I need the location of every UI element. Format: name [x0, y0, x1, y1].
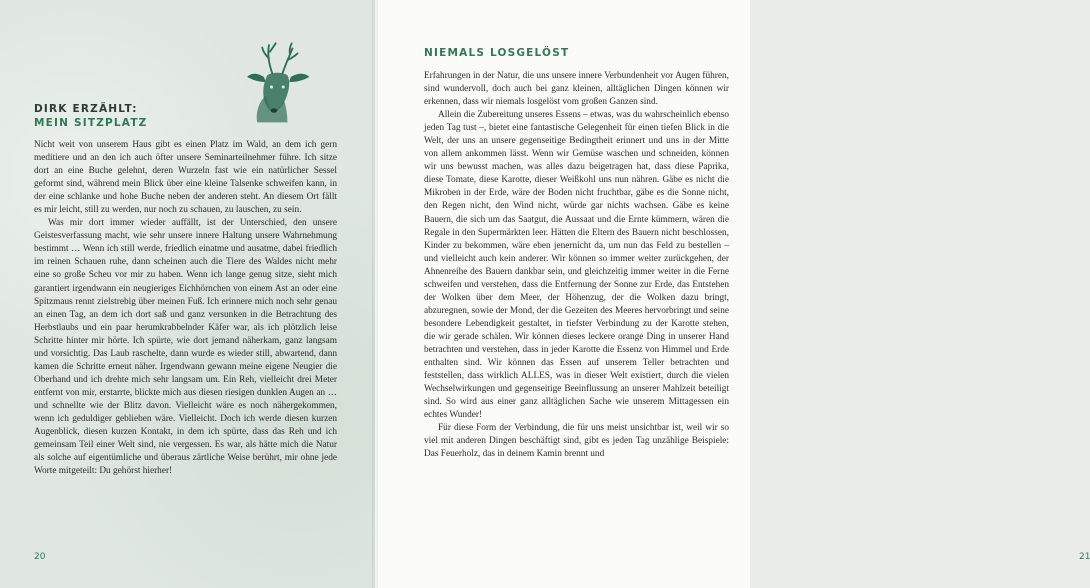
left-body-text — [34, 139, 337, 478]
paragraph: Erfahrungen in der Natur, die uns unsere innere Verbundenheit vor Augen führen, sind wundervoll, doch auch bei ganz kleinen, alltäglichen Dingen können wir erkennen, dass wir niemals losgelöst vom großen Ganzen sind. — [424, 71, 729, 108]
story-heading — [34, 102, 148, 130]
book-gutter — [372, 0, 378, 588]
left-page — [0, 0, 375, 588]
paragraph: Für diese Form der Verbindung, die für uns meist unsichtbar ist, weil wir so viel mit anderen Dingen beschäftigt sind, gibt es jeden Tag unzählige Beispiele: Das Feuerholz, das in deinem Kamin brennt und — [424, 423, 729, 460]
running-head: NIEMALS LOSGELÖST — [424, 47, 570, 59]
right-body-text — [424, 70, 729, 461]
page-number-right: 21 — [1079, 552, 1090, 562]
deer-head-icon — [232, 40, 316, 124]
paragraph: Was mir dort immer wieder auffällt, ist der Unterschied, den unsere Geistesverfassung macht, wie sehr unsere innere Haltung unsere Wahrnehmung bestimmt … Wenn ich still werde, friedlich einatme und ausatme, dabei friedlich im reinen Schauen ruhe, dann scheinen auch die Tiere des Waldes nicht mehr eine so große Scheu vor mir zu haben. Wenn ich lange genug sitze, sieht mich garantiert irgendwann ein neugieriges Eichhörnchen von einem Ast an oder eine Spitzmaus rennt zielstrebig über meinen Fuß. Ich erinnere mich noch sehr genau an einen Tag, an dem ich dort saß und ganz versunken in die Betrachtung des Herbstlaubs und ein paar herumkrabbelnder Käfer war, als ich plötzlich leise Schritte hinter mir hörte. Ich spürte, wie dort jemand näherkam, ganz langsam und vorsichtig. Das Laub raschelte, dann wurde es wieder still, abwartend, dann kamen die Schritte erneut näher. Irgendwann gewann meine eigene Neugier die Oberhand und ich drehte mich sehr langsam um. Ein Reh, vielleicht drei Meter entfernt von mir, erstarrte, blickte mich aus diesen riesigen dunklen Augen an … und schnellte wie der Blitz davon. Vielleicht wäre es noch nähergekommen, wenn ich geduldiger geblieben wäre. Vielleicht. Doch ich werde diesen kurzen Augenblick, diesen kurzen Kontakt, in dem ich spürte, dass das Reh und ich gemeinsam Teil einer Welt sind, nie vergessen. Es war, als hätte mich die Natur als solche auf eigentümliche und überaus zärtliche Weise berührt, mir ohne jede Worte mitgeteilt: Du gehörst hierher! — [34, 218, 337, 477]
page-number-left: 20 — [34, 552, 46, 562]
heading-line-1: DIRK ERZÄHLT: — [34, 103, 138, 115]
paragraph: Allein die Zubereitung unseres Essens – etwas, was du wahrscheinlich ebenso jeden Tag tust –, bietet eine fantastische Gelegenheit für einen tiefen Blick in die Welt, der uns an unsere gegenseitige Bedingtheit erinnert und uns in der Mitte von allem ankommen lässt. Wenn wir Gemüse waschen und schneiden, können wir uns bewusst machen, was alles dazu beigetragen hat, dass diese Paprika, diese Tomate, diese Karotte, dieser Weißkohl uns nun nähren. Gäbe es nicht die Mikroben in der Erde, wäre der Boden nicht fruchtbar, gäbe es die Sonne nicht, den Regen nicht, den Wind nicht, würde gar nichts wachsen. Gäbe es keine Bauern, die sich um das Saatgut, die Aussaat und die Ernte kümmern, wären die Regale in den Supermärkten leer. Hätten die Eltern des Bauern nicht beschlossen, Kinder zu bekommen, wäre eben jenernicht da, um nun das Feld zu bestellen – und vielleicht auch kein anderer. Wir können so immer weiter zurückgehen, der Ahnenreihe des Bauern dankbar sein, und gleichzeitig immer weiter in die Ferne schweifen und verstehen, dass die Entfernung der Sonne zur Erde, das Entstehen der Wolken über dem Meer, der Höhenzug, der die Wolken dazu bringt, abzuregnen, sowie der Mond, der die Gezeiten des Meeres hervorbringt und seine besondere Lebendigkeit gestaltet, in tiefster Verbindung zu der Karotte stehen, die wir gerade schälen. Wir können dieses leckere orange Ding in unserer Hand betrachten und verstehen, dass in jeder Karotte die Essenz von Himmel und Erde enthalten sind. Wir können das Essen auf unserem Teller betrachten und feststellen, dass wirklich ALLES, was in dieser Welt existiert, durch die vielen Wechselwirkungen und gegenseitige Beeinflussung an unserer Mahlzeit beteiligt sind. So wird aus einer ganz alltäglichen Sache wie unserem Mittagessen ein echtes Wunder! — [424, 110, 729, 421]
paragraph: Nicht weit von unserem Haus gibt es einen Platz im Wald, an dem ich gern meditiere und an den ich auch öfter unsere Seminarteilnehmer führe. Ich sitze dort an eine Buche gelehnt, deren Wurzeln fast wie ein natürlicher Sessel geformt sind, während mein Blick über eine kleine Talsenke schweifen kann, in der eine schlanke und hohe Buche neben der anderen steht. An diesem Ort fällt es mir leicht, still zu werden, nur noch zu schauen, zu lauschen, zu sein. — [34, 140, 337, 216]
heading-line-2: MEIN SITZPLATZ — [34, 117, 148, 129]
